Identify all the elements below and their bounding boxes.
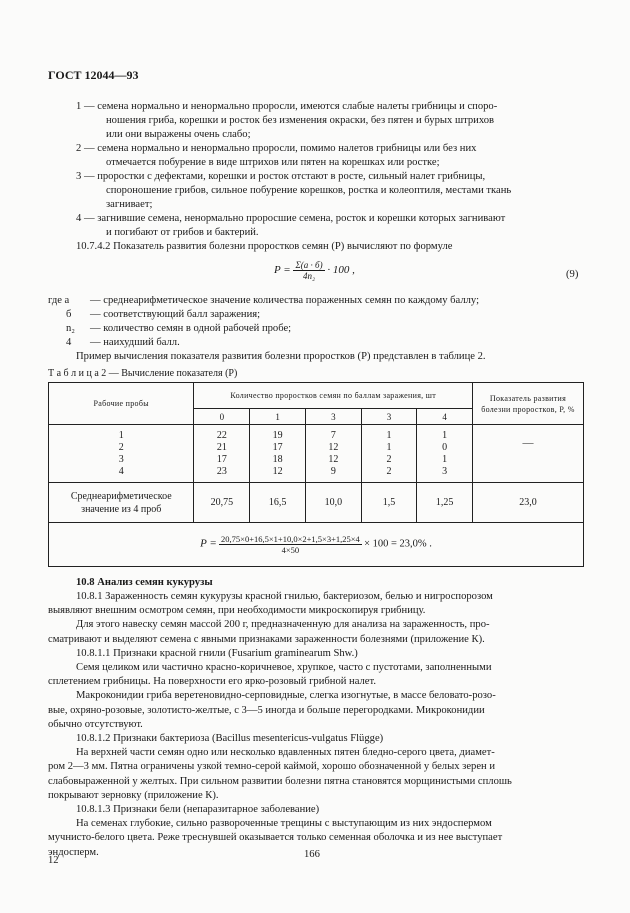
calc-rest: × 100 = 23,0% . [364,538,432,550]
sample-ids-cell [49,425,194,483]
calc-numerator: 20,75×0+16,5×1+10,0×2+1,5×3+1,25×4 [221,534,360,544]
formula-lhs: P = [274,264,291,277]
grade-col-0: 0 [194,409,250,425]
body-line: 10.8.1 Зараженность семян кукурузы красной гнилью, бактериозом, белью и нигроспорозом [76,591,493,602]
mean-index: 23,0 [472,483,583,523]
sample-id: 1 [118,429,124,441]
page-number-center: 166 [304,849,320,860]
body-line: Для этого навеску семян массой 200 г, предназначенную для анализа на зараженность, про- [76,619,490,631]
cell-value: 9 [330,465,336,477]
def-b-text: — соответствующий балл заражения; [90,309,261,320]
grade-0-values [194,425,250,483]
body-line: эндосперм. [48,846,99,858]
body-line: 10.8.1.1 Признаки красной гнили (Fusarium graminearum Shw.) [76,647,358,659]
cell-value: 1 [442,429,448,441]
grade-col-3: 3 [361,409,417,425]
mean-label [49,483,194,523]
calc-fraction [219,534,362,555]
cell-value: 2 [386,465,392,477]
cell-value: 23 [216,465,227,477]
mean-value: 10,0 [306,483,362,523]
def-4-text: — наихудший балл. [90,337,180,348]
grade-2-line-2: отмечается побурение в виде штрихов или пятен на корешках или ростке; [106,157,440,168]
body-line: Макроконидии гриба веретеновидно-серповидные, слегка изогнутые, в массе беловато-розо- [76,690,496,702]
section-title: 10.8 Анализ семян кукурузы [76,577,213,588]
def-4-symbol: 4 [66,337,72,348]
body-line: вые, охряно-розовые, золотисто-желтые, с 3—5 иногда и больше перегородками. Микроконидии [48,704,485,716]
grade-col-2: 3 [306,409,362,425]
formula-denominator: 4n₂ [302,271,316,281]
formula-fraction [293,260,324,281]
cell-value: 17 [272,441,283,453]
grade-4-line-2: и погибают от грибов и бактерий. [106,227,259,238]
def-n2-text: — количество семян в одной рабочей пробе; [90,323,292,334]
calc-denominator: 4×50 [281,545,300,555]
body-line: 10.8.1.2 Признаки бактериоза (Bacillus mesentericus-vulgatus Flügge) [76,733,384,744]
formula-numerator: Σ(a · б) [295,260,323,270]
mean-value: 1,5 [361,483,417,523]
grade-2-values [306,425,362,483]
cell-value: 22 [216,429,227,441]
header-samples: Рабочие пробы [49,383,194,425]
cell-value: 12 [272,465,283,477]
body-line: обычно отсутствуют. [48,718,143,730]
body-line: мучнисто-белого цвета. Реже треснувшей оказывается только семенная оболочка и из нее выступает [48,832,503,844]
sample-id: 2 [118,441,124,453]
page-number-left: 12 [48,855,59,866]
table-mean-row [49,483,584,523]
def-a-symbol: где a [48,295,70,306]
cell-value: 7 [330,429,336,441]
sample-id: 4 [118,465,124,477]
grade-3-line-3: загнивает; [106,199,153,210]
mean-value: 16,5 [250,483,306,523]
cell-value: 2 [386,453,392,465]
body-line: Семя целиком или частично красно-коричневое, хрупкое, часто с пустотами, заполненными [76,662,492,673]
table-header-row [49,383,584,409]
cell-value: 3 [442,465,448,477]
cell-value: 17 [216,453,227,465]
table-2 [48,382,584,567]
grade-3-line-2: спороношение грибов, сильное побурение корешков, ростка и колеоптиля, местами ткань [106,185,512,196]
body-line: слабовыраженной у желтых. При сильном развитии болезни пятна становятся морщинистыми сплошь [48,775,512,787]
grade-4-values [417,425,473,483]
body-line: сплетением грибницы. На поверхности его ярко-розовый грибной налет. [48,676,376,688]
cell-value: 18 [272,453,283,465]
grade-1-line-3: или они выражены очень слабо; [106,129,251,140]
grade-1-values [250,425,306,483]
grade-col-4: 4 [417,409,473,425]
grade-1-line-1: 1 — семена нормально и ненормально проросли, имеются слабые налеты грибницы и споро- [76,101,498,112]
formula-9 [274,260,355,281]
sample-id: 3 [118,453,124,465]
def-a-text: — среднеарифметическое значение количества пораженных семян по каждому баллу; [90,295,480,306]
cell-value: 1 [386,441,392,453]
grade-3-values [361,425,417,483]
body-line: сматривают и выделяют семена с явными признаками зараженности болезнями (приложение К). [48,633,485,645]
grade-col-1: 1 [250,409,306,425]
table-calc-row [49,523,584,567]
header-counts: Количество проростков семян по баллам заражения, шт [194,383,473,409]
body-line: ром 2—3 мм. Пятна ограничены узкой темно-серой каймой, хорошо обозначенной у белых зерен и [48,761,496,773]
body-line: выявляют внешним осмотром семян, при необходимости микроскопируя грибницу. [48,605,426,617]
mean-value: 20,75 [194,483,250,523]
formula-number: (9) [566,269,579,280]
cell-value: 1 [442,453,448,465]
cell-value: 12 [328,441,339,453]
grade-1-line-2: ношения гриба, корешки и росток без изменения окраски, без пятен и бурых штрихов [106,115,495,126]
formula-rest: · 100 , [327,264,355,277]
mean-label-line: Среднеарифметическое [70,490,172,502]
paragraph-10-7-4-2: 10.7.4.2 Показатель развития болезни проростков семян (P) вычисляют по формуле [76,241,453,252]
table-caption: Т а б л и ц а 2 — Вычисление показателя (P) [48,368,238,379]
cell-value: 19 [272,429,283,441]
cell-value: 21 [216,441,227,453]
def-n2-symbol: n₂ [66,323,75,334]
mean-label-line: значение из 4 проб [81,503,162,515]
grade-2-line-1: 2 — семена нормально и ненормально проросли, помимо налетов грибницы или без них [76,143,477,154]
example-paragraph: Пример вычисления показателя развития болезни проростков (P) представлен в таблице 2. [76,351,486,362]
index-dash: — [472,425,583,483]
table-samples-row [49,425,584,483]
mean-value: 1,25 [417,483,473,523]
grade-4-line-1: 4 — загнившие семена, ненормально проросшие семена, росток и корешки которых загнивают [76,213,506,224]
body-line: На верхней части семян одно или несколько вдавленных пятен бледно-серого цвета, диамет- [76,747,495,759]
grade-3-line-1: 3 — проростки с дефектами, корешки и росток отстают в росте, сильный налет грибницы, [76,171,486,182]
body-line: покрывают зерновку (приложение К). [48,789,219,801]
cell-value: 12 [328,453,339,465]
calc-lhs: P = [200,537,217,550]
body-line: 10.8.1.3 Признаки бели (непаразитарное заболевание) [76,804,320,815]
header-index: Показатель развития болезни проростков, P, % [472,383,583,425]
cell-value: 0 [442,441,448,453]
calc-cell [49,523,584,567]
cell-value: 1 [386,429,392,441]
def-b-symbol: б [66,309,72,320]
document-header: ГОСТ 12044—93 [48,68,139,82]
body-line: На семенах глубокие, сильно развороченные трещины с выступающим из них эндоспермом [76,818,492,830]
